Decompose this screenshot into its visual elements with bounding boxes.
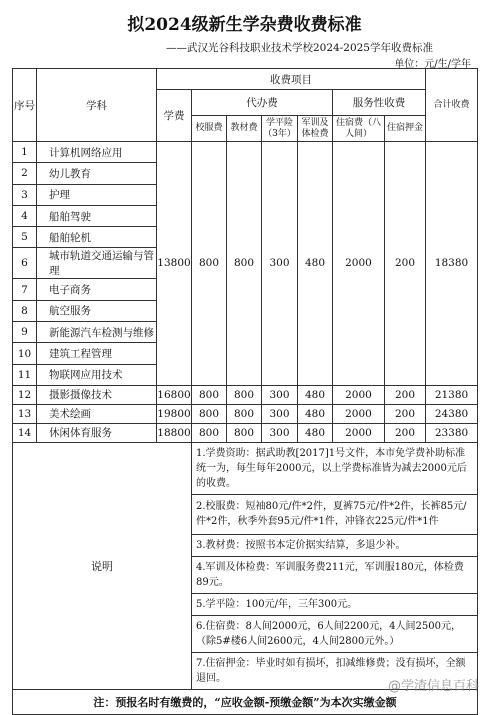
cell-program: 休闲体育服务: [37, 423, 157, 442]
row-program: 幼儿教育: [37, 163, 157, 184]
header-seq: 序号: [13, 69, 37, 142]
cell-tuition: 19800: [157, 404, 192, 423]
table-row: [13, 404, 478, 423]
cell-textbook: 800: [227, 404, 262, 423]
header-items: 收费项目: [157, 69, 426, 90]
cell-seq: 14: [13, 423, 37, 442]
header-textbook: 教材费: [227, 116, 262, 142]
cell-dorm: 2000: [333, 404, 385, 423]
cell-total: 24380: [426, 404, 478, 423]
header-tuition: 学费: [157, 90, 192, 142]
note-item: 5.学平险：100元/年，三年300元。: [192, 593, 478, 615]
header-deposit: 住宿押金: [385, 116, 426, 142]
row-seq: 11: [13, 364, 37, 385]
cell-insurance: 300: [262, 404, 298, 423]
cell-seq: 12: [13, 385, 37, 404]
row-program: 城市轨道交通运输与管理: [37, 248, 157, 279]
fee-table: [12, 68, 478, 715]
footer-note: 注：预报名时有缴费的，“应收金额-预缴金额”为本次实缴金额: [13, 689, 478, 714]
note-item: 7.住宿押金：毕业时如有损坏，扣减维修费；没有损坏，全额退回。: [192, 652, 478, 689]
cell-uniform: 800: [192, 423, 227, 442]
page-title: 拟2024级新生学杂费收费标准: [127, 15, 362, 35]
header-service: 服务性收费: [333, 90, 426, 116]
cell-total: 21380: [426, 385, 478, 404]
cell-deposit: 200: [385, 404, 426, 423]
note-item: 3.教材费：按照书本定价据实结算，多退少补。: [192, 534, 478, 556]
row-program: 建筑工程管理: [37, 343, 157, 364]
row-seq: 5: [13, 227, 37, 248]
header-training: 军训及体检费: [298, 116, 333, 142]
cell-program: 摄影摄像技术: [37, 385, 157, 404]
cell-insurance: 300: [262, 423, 298, 442]
subtitle: ——武汉光谷科技职业技术学校2024-2025学年收费标准: [166, 42, 433, 54]
note-item: 1.学费资助：据武助教[2017]1号文件，本市免学费补助标准统一为，每生每年2000元，以上学费标准皆为减去2000元后的收费。: [192, 442, 478, 494]
group-fee-deposit: 200: [385, 142, 426, 386]
table-row: [13, 423, 478, 442]
row-program: 计算机网络应用: [37, 142, 157, 163]
row-seq: 1: [13, 142, 37, 163]
row-program: 新能源汽车检测与维修: [37, 322, 157, 343]
cell-deposit: 200: [385, 385, 426, 404]
cell-program: 美术绘画: [37, 404, 157, 423]
group-fee-training: 480: [298, 142, 333, 386]
cell-uniform: 800: [192, 404, 227, 423]
row-program: 护理: [37, 184, 157, 205]
cell-deposit: 200: [385, 423, 426, 442]
header-program: 学科: [37, 69, 157, 142]
group-fee-insurance: 300: [262, 142, 298, 386]
cell-textbook: 800: [227, 385, 262, 404]
row-program: 电子商务: [37, 279, 157, 300]
row-seq: 3: [13, 184, 37, 205]
group-fee-uniform: 800: [192, 142, 227, 386]
cell-uniform: 800: [192, 385, 227, 404]
header-agency: 代办费: [192, 90, 333, 116]
table-row: [13, 385, 478, 404]
note-row: [13, 442, 478, 494]
cell-total: 23380: [426, 423, 478, 442]
cell-dorm: 2000: [333, 423, 385, 442]
cell-training: 480: [298, 404, 333, 423]
group-fee-textbook: 800: [227, 142, 262, 386]
note-item: 4.军训及体检费：军训服务费211元，军训服180元，体检费89元。: [192, 556, 478, 593]
unit-label: 单位：元/生/学年: [394, 59, 471, 70]
header-uniform: 校服费: [192, 116, 227, 142]
cell-tuition: 18800: [157, 423, 192, 442]
header-total: 合计收费: [426, 69, 478, 142]
header-dorm: 住宿费（八人间）: [333, 116, 385, 142]
row-program: 航空服务: [37, 300, 157, 321]
row-seq: 6: [13, 248, 37, 279]
row-seq: 10: [13, 343, 37, 364]
group-fee-total: 18380: [426, 142, 478, 386]
note-item: 6.住宿费：8人间2000元，6人间2200元，4人间2500元，（除5#楼6人间2600元，4人间2800元外。）: [192, 615, 478, 652]
watermark: @学渣信息百科: [387, 679, 479, 694]
note-item: 2.校服费：短袖80元/件*2件，夏裤75元/件*2件，长裤85元/件*2件，秋季外套95元/件*1件，冲锋衣225元/件*1件: [192, 494, 478, 534]
row-seq: 2: [13, 163, 37, 184]
cell-training: 480: [298, 385, 333, 404]
row-program: 船舶轮机: [37, 227, 157, 248]
cell-dorm: 2000: [333, 385, 385, 404]
group-fee-tuition: 13800: [157, 142, 192, 386]
row-program: 船舶驾驶: [37, 205, 157, 226]
notes-label: 说明: [13, 442, 192, 689]
cell-insurance: 300: [262, 385, 298, 404]
cell-seq: 13: [13, 404, 37, 423]
row-seq: 9: [13, 322, 37, 343]
table-row: [13, 142, 478, 163]
cell-tuition: 16800: [157, 385, 192, 404]
cell-textbook: 800: [227, 423, 262, 442]
group-fee-dorm: 2000: [333, 142, 385, 386]
cell-training: 480: [298, 423, 333, 442]
row-program: 物联网应用技术: [37, 364, 157, 385]
header-insurance: 学平险（3年）: [262, 116, 298, 142]
row-seq: 4: [13, 205, 37, 226]
row-seq: 8: [13, 300, 37, 321]
row-seq: 7: [13, 279, 37, 300]
